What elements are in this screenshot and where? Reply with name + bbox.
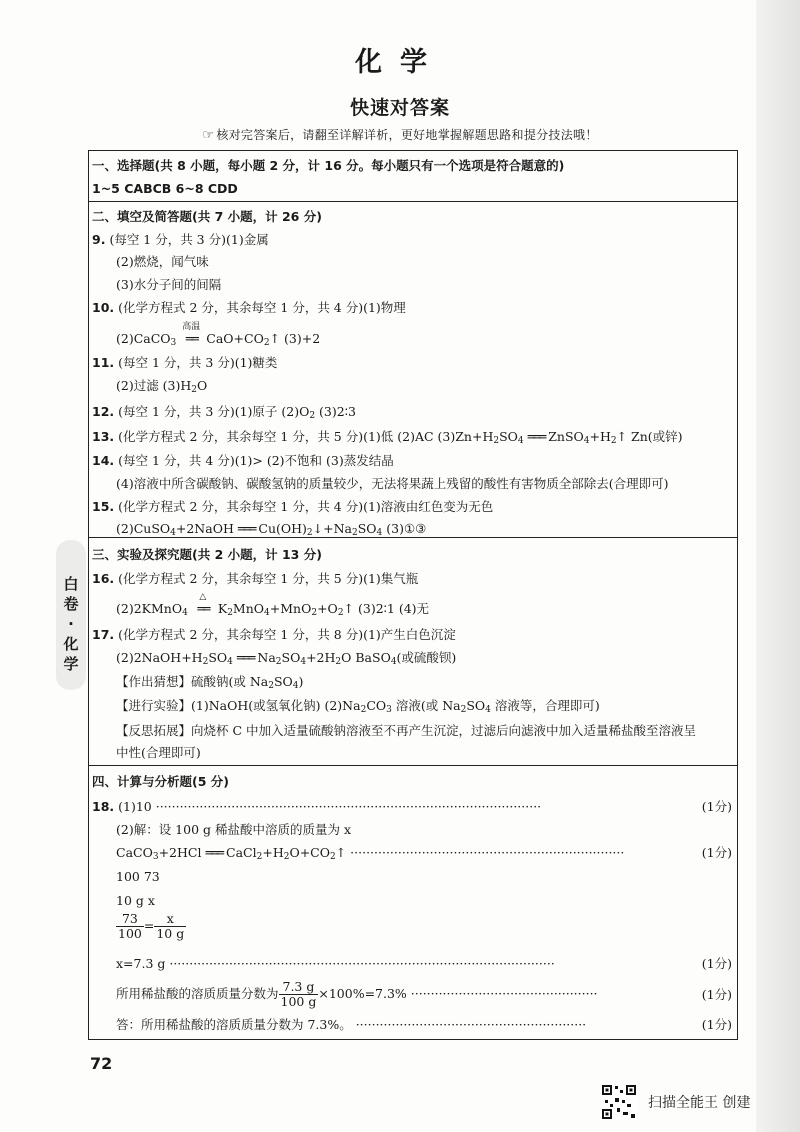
page-subtitle: 快速对答案	[349, 97, 450, 119]
q15-line-1: 15. (化学方程式 2 分，其余每空 1 分，共 4 分)(1)溶液由红色变为无色	[92, 499, 494, 514]
score-3: (1分)	[701, 956, 732, 971]
choice-answers: 1~5 CABCB 6~8 CDD	[92, 181, 238, 196]
q18-ratio-line-2: 10 g x	[116, 893, 155, 908]
scanner-brand: 扫描全能王 创建	[648, 1095, 751, 1111]
q9-line-3: (3)水分子间的间隔	[116, 277, 222, 292]
q11-line-1: 11. (每空 1 分，共 3 分)(1)糖类	[92, 355, 278, 370]
qr-code-icon	[601, 1084, 637, 1120]
q9-line-1: 9. (每空 1 分，共 3 分)(1)金属	[92, 232, 269, 247]
q13-line: 13. (化学方程式 2 分，其余每空 1 分，共 5 分)(1)低 (2)AC $(3)Zn+H_2SO_4$ ═══ $ZnSO_4+H_2↑$ Zn(或锌)	[92, 429, 683, 446]
section-4-heading: 四、计算与分析题(5 分)	[92, 774, 229, 789]
section-2-heading: 二、填空及简答题(共 7 小题，计 26 分)	[92, 209, 322, 224]
page-title: 化学	[355, 47, 445, 78]
q15-line-2: (2)CuSO$_4$+2NaOH ═══ $Cu(OH)_2↓+Na_2SO_4$ (3)①③	[116, 521, 427, 538]
q18-fraction-line: 所用稀盐酸的溶质质量分数为 $\frac{7.3 g}{100 g}$ ×100%=7.3% ···············································	[116, 980, 598, 1009]
q18-proportion: $\frac{73}{100}$ = $\frac{x}{10 g}$	[118, 911, 185, 941]
q17-line-6: 中性(合理即可)	[116, 745, 201, 760]
q18-ratio-line-1: 100 73	[116, 869, 160, 884]
q18-answer: 答：所用稀盐酸的溶质质量分数为 7.3%。 ··························································	[116, 1017, 587, 1032]
section-1-heading: 一、选择题(共 8 小题，每小题 2 分，计 16 分。每小题只有一个选项是符合题意的)	[92, 158, 565, 173]
q17-line-2: $(2)2NaOH+H_2SO_4$ ═══ $Na_2SO_4+2H_2O$ BaSO$_4$(或硫酸钡)	[116, 650, 457, 667]
q18-line-1: 18. (1)10 ·································································································	[92, 799, 542, 814]
q18-result: x=7.3 g ·································································································	[116, 956, 555, 971]
score-5: (1分)	[701, 1017, 732, 1032]
q17-line-3: 【作出猜想】硫酸钠(或 $Na_2SO_4$)	[116, 674, 304, 691]
condition-high-temp: 高温	[182, 322, 201, 332]
q18-line-2: (2)解：设 100 g 稀盐酸中溶质的质量为 x	[116, 822, 352, 837]
side-label: 白卷 · 化学	[63, 575, 79, 673]
pointing-hand-icon: ☞	[202, 128, 215, 143]
q16-line-1: 16. (化学方程式 2 分，其余每空 1 分，共 5 分)(1)集气瓶	[92, 571, 419, 586]
q10-line-2: (2)CaCO$_3$ 高温 ══ $CaO+CO_2↑$ (3)+2	[116, 330, 320, 352]
q16-line-2: (2)2KMnO$_4$ △ ══ $K_2MnO_4+MnO_2+O_2↑$ (3)2∶1 (4)无	[116, 600, 429, 622]
page-number: 72	[90, 1054, 113, 1073]
score-2: (1分)	[701, 845, 732, 860]
q18-equation: CaCO$_3$+2HCl ═══ $CaCl_2+H_2O+CO_2↑$ ·····································································	[116, 845, 625, 862]
q17-line-5: 【反思拓展】向烧杯 C 中加入适量硫酸钠溶液至不再产生沉淀，过滤后向滤液中加入适量稀盐酸至溶液呈	[116, 723, 697, 738]
q14-line-2: (4)溶液中所含碳酸钠、碳酸氢钠的质量较少，无法将果蔬上残留的酸性有害物质全部除去(合理即可)	[116, 476, 669, 491]
q10-line-1: 10. (化学方程式 2 分，其余每空 1 分，共 4 分)(1)物理	[92, 300, 406, 315]
condition-heat: △	[199, 592, 207, 602]
q12-line: 12. (每空 1 分，共 3 分)(1)原子 $(2)O_2$ (3)2∶3	[92, 404, 356, 421]
q9-line-2: (2)燃烧，闻气味	[116, 254, 209, 269]
tip-line	[0, 126, 800, 143]
q17-line-4: 【进行实验】(1)NaOH(或氢氧化钠) $(2)Na_2CO_3$ 溶液(或 $Na_2SO_4$ 溶液等，合理即可)	[116, 698, 600, 715]
section-3-heading: 三、实验及探究题(共 2 小题，计 13 分)	[92, 547, 322, 562]
q14-line-1: 14. (每空 1 分，共 4 分)(1)> (2)不饱和 (3)蒸发结晶	[92, 453, 394, 468]
q17-line-1: 17. (化学方程式 2 分，其余每空 1 分，共 8 分)(1)产生白色沉淀	[92, 627, 456, 642]
page-edge	[756, 0, 800, 1132]
q11-line-2: (2)过滤 $(3)H_2O$	[116, 378, 208, 395]
score-4: (1分)	[701, 987, 732, 1002]
tip-text: 核对完答案后，请翻至详解详析，更好地掌握解题思路和提分技法哦！	[216, 128, 598, 142]
score-1: (1分)	[701, 799, 732, 814]
